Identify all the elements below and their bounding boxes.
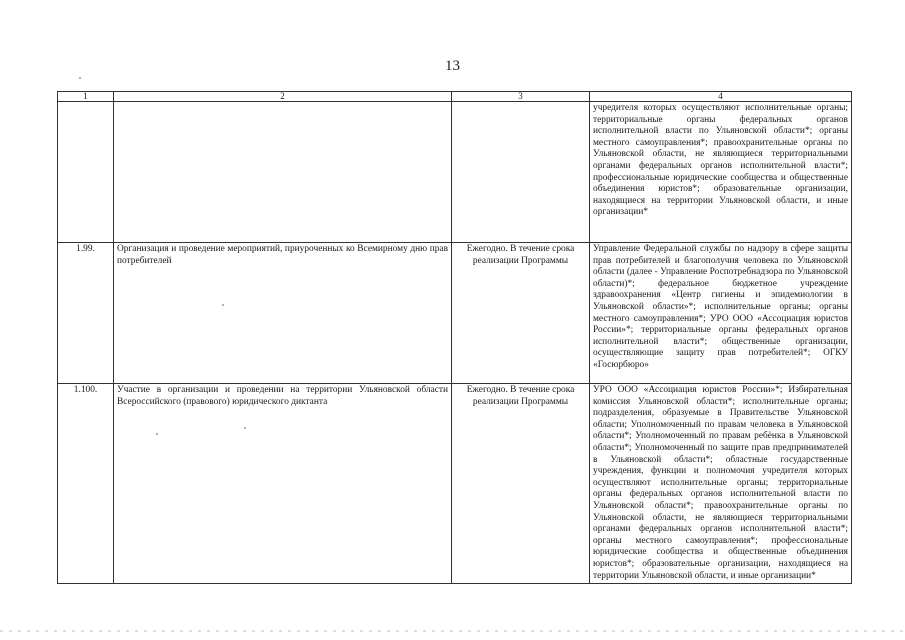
table-row [58,384,852,584]
event-cell: Участие в организации и проведении на территории Ульяновской области Всероссийского (правового) юридического диктанта [114,384,452,584]
table-header-row [58,92,852,102]
row-number: 1.99. [58,243,114,384]
column-header-4: 4 [590,92,852,102]
row-number: 1.100. [58,384,114,584]
row-number [58,102,114,243]
scan-speck [156,433,158,435]
scan-speck [222,304,224,306]
event-cell: Организация и проведение мероприятий, приуроченных ко Всемирному дню прав потребителей [114,243,452,384]
term-cell: Ежегодно. В течение срока реализации Программы [452,243,590,384]
executors-cell: учредителя которых осуществляют исполнительные органы; территориальные органы федеральных органов исполнительной власти по Ульяновской области*; органы местного самоуправления*; правоохранительные органы по Ульяновской области, не являющиеся территориальными органами федеральных органов исполнительной власти*; профессиональные юридические сообщества и общественные объединения юристов*; образовательные организации, находящиеся на территории Ульяновской области, и иные организации* [590,102,852,243]
term-cell [452,102,590,243]
term-cell: Ежегодно. В течение срока реализации Программы [452,384,590,584]
measures-table [57,91,852,584]
scan-artifact-line [0,630,905,632]
table-row [58,102,852,243]
scan-speck [244,427,246,429]
scan-speck [79,77,81,79]
column-header-2: 2 [114,92,452,102]
executors-cell: УРО ООО «Ассоциация юристов России»*; Избирательная комиссия Ульяновской области*; исполнительные органы; подразделения, образуемые в Правительстве Ульяновской области; Уполномоченный по правам человека в Ульяновской области*; Уполномоченный по правам ребёнка в Ульяновской области*; Уполномоченный по защите прав предпринимателей в Ульяновской области*; областные государственные учреждения, функции и полномочия учредителя которых осуществляют исполнительные органы; территориальные органы федеральных органов исполнительной власти по Ульяновской области*; правоохранительные органы по Ульяновской области, не являющиеся территориальными органами федеральных органов исполнительной власти*; органы местного самоуправления*; профессиональные юридические сообщества и общественные объединения юристов*; образовательные организации, находящиеся на территории Ульяновской области, и иные организации* [590,384,852,584]
table-row [58,243,852,384]
executors-cell: Управление Федеральной службы по надзору в сфере защиты прав потребителей и благополучия человека по Ульяновской области (далее - Управление Роспотребнадзора по Ульяновской области)*; федеральное бюджетное учреждение здравоохранения «Центр гигиены и эпидемиологии в Ульяновской области»*; исполнительные органы; органы местного самоуправления*; УРО ООО «Ассоциация юристов России»*; территориальные органы федеральных органов исполнительной власти*; общественные организации, осуществляющие защиту прав потребителей*; ОГКУ «Госюрбюро» [590,243,852,384]
column-header-1: 1 [58,92,114,102]
page-number: 13 [445,58,460,74]
column-header-3: 3 [452,92,590,102]
event-cell [114,102,452,243]
